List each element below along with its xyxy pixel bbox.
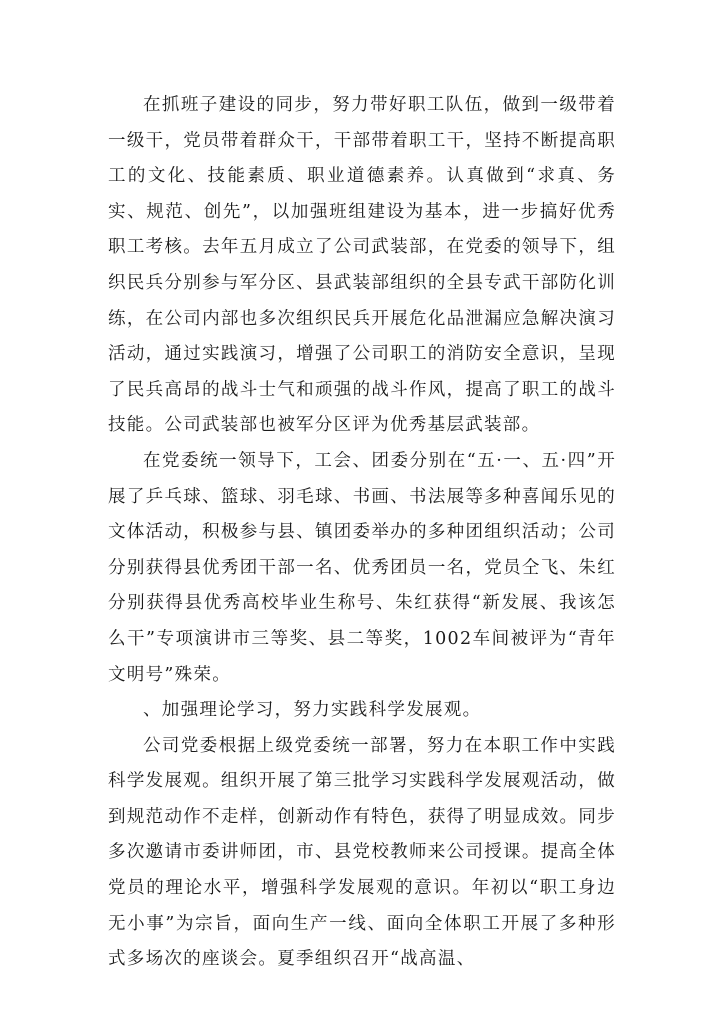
paragraph-militia-training: 在抓班子建设的同步，努力带好职工队伍，做到一级带着一级干，党员带着群众干，干部带着职工干，坚持不断提高职工的文化、技能素质、职业道德素养。认真做到“求真、务实、规范、创先”，以加强班组建设为基本，进一步搞好优秀职工考核。去年五月成立了公司武装部，在党委的领导下，组织民兵分别参与军分区、县武装部组织的全县专武干部防化训练，在公司内部也多次组织民兵开展危化品泄漏应急解决演习活动，通过实践演习，增强了公司职工的消防安全意识，呈现了民兵高昂的战斗士气和顽强的战斗作风，提高了职工的战斗技能。公司武装部也被军分区评为优秀基层武装部。 bbox=[108, 95, 616, 436]
paragraph-scientific-development: 公司党委根据上级党委统一部署，努力在本职工作中实践科学发展观。组织开展了第三批学习实践科学发展观活动，做到规范动作不走样，创新动作有特色，获得了明显成效。同步多次邀请市委讲师团，市、县党校教师来公司授课。提高全体党员的理论水平，增强科学发展观的意识。年初以“职工身边无小事”为宗旨，面向生产一线、面向全体职工开展了多种形式多场次的座谈会。夏季组织召开“战高温、 bbox=[108, 735, 616, 970]
section-heading-theory-study: 、加强理论学习，努力实践科学发展观。 bbox=[143, 700, 482, 721]
paragraph-cultural-activities: 在党委统一领导下，工会、团委分别在“五·一、五·四”开展了乒乓球、篮球、羽毛球、书画、书法展等多种喜闻乐见的文体活动，积极参与县、镇团委举办的多种团组织活动；公司分别获得县优秀团干部一名、优秀团员一名，党员仝飞、朱红分别获得县优秀高校毕业生称号、朱红获得“新发展、我该怎么干”专项演讲市三等奖、县二等奖，1002车间被评为“青年文明号”殊荣。 bbox=[108, 450, 616, 685]
